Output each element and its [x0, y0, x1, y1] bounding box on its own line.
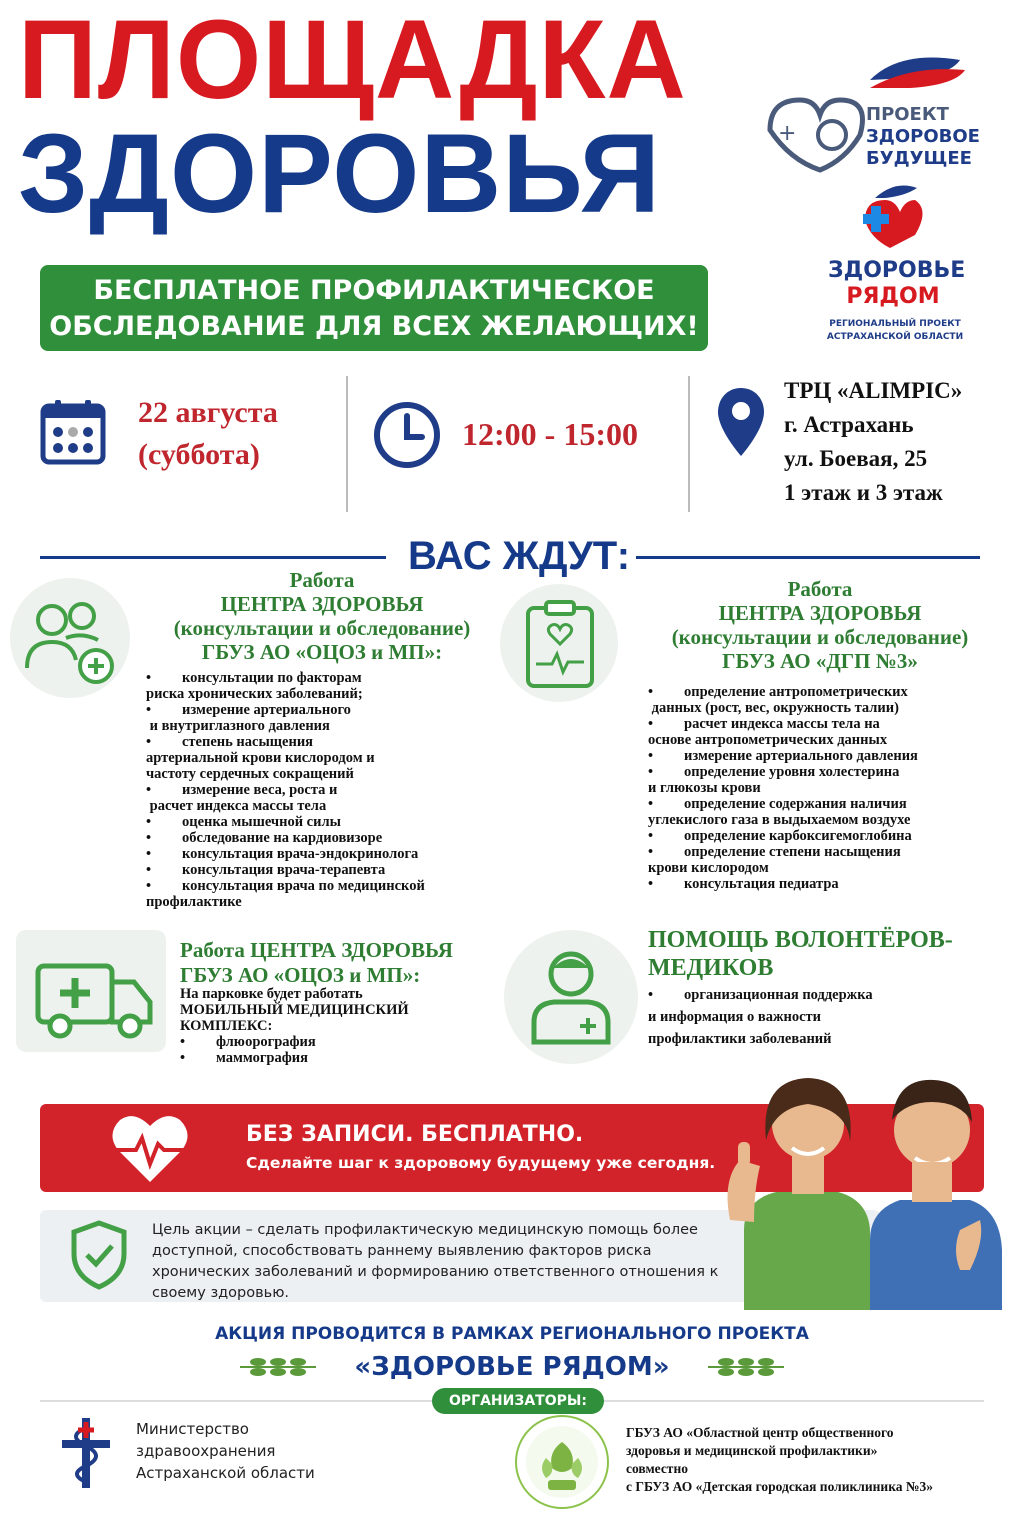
calendar-icon — [40, 398, 106, 466]
list-item-cont: профилактике — [146, 894, 242, 910]
list-item-cont: данных (рост, вес, окружность талии) — [648, 700, 899, 716]
promo-subtitle: Сделайте шаг к здоровому будущему уже сегодня. — [246, 1154, 716, 1172]
list-item: • определение уровня холестерина — [648, 764, 998, 780]
list-item-cont: расчет индекса массы тела — [146, 798, 327, 814]
list-item: • определение содержания наличия — [648, 796, 998, 812]
block3-text-2: МОБИЛЬНЫЙ МЕДИЦИНСКИЙ — [180, 1002, 409, 1018]
block4-line-2: и информация о важности — [648, 1009, 822, 1025]
block2-head-1: Работа — [787, 577, 853, 601]
place-line-3: ул. Боевая, 25 — [784, 446, 928, 471]
organizers-label: ОРГАНИЗАТОРЫ: — [432, 1388, 604, 1414]
place-line-1: ТРЦ «ALIMPIC» — [784, 378, 963, 403]
block1-head-3: (консультации и обследование) — [173, 616, 471, 640]
list-item-cont: частоту сердечных сокращений — [146, 766, 354, 782]
free-checkup-banner — [40, 265, 708, 351]
list-item: • расчет индекса массы тела на — [648, 716, 998, 732]
list-item: • консультация педиатра — [648, 876, 998, 892]
block1-heading — [140, 568, 504, 664]
patients-icon — [22, 598, 120, 688]
block3-text-1: На парковке будет работать — [180, 986, 363, 1002]
health-nearby-logo — [855, 180, 925, 250]
ministry-line-1: Министерство — [136, 1420, 249, 1438]
logo2-line-2: РЯДОМ — [846, 284, 940, 309]
heart-pulse-icon — [108, 1110, 192, 1186]
event-place — [784, 374, 962, 510]
shield-check-icon — [70, 1220, 128, 1290]
logo1-line-3: БУДУЩЕЕ — [866, 148, 972, 169]
block2-heading — [640, 577, 1000, 673]
block4-line-3: профилактики заболеваний — [648, 1031, 832, 1047]
laurel-right-icon — [706, 1352, 786, 1382]
ministry-line-2: здравоохранения — [136, 1442, 276, 1460]
list-item: • измерение артериального давления — [648, 748, 998, 764]
block4-head-1: ПОМОЩЬ ВОЛОНТЁРОВ- — [648, 927, 953, 953]
event-time: 12:00 - 15:00 — [462, 416, 638, 452]
block4-head-2: МЕДИКОВ — [648, 955, 774, 981]
list-item-cont: крови кислородом — [648, 860, 769, 876]
svg-text:+: + — [778, 121, 797, 146]
list-item: • консультации по факторам — [146, 670, 516, 686]
place-line-2: г. Астрахань — [784, 412, 914, 437]
block3-head-2: ГБУЗ АО «ОЦОЗ и МП»: — [180, 963, 421, 987]
footer-line-2: «ЗДОРОВЬЕ РЯДОМ» — [354, 1352, 670, 1382]
people-illustration — [720, 1050, 1010, 1310]
section-line-left — [40, 556, 386, 559]
block2-head-3: (консультации и обследование) — [671, 625, 969, 649]
block4-list — [648, 984, 998, 1050]
section-line-right — [636, 556, 980, 559]
block2-head-2: ЦЕНТРА ЗДОРОВЬЯ — [718, 601, 922, 625]
block1-head-2: ЦЕНТРА ЗДОРОВЬЯ — [220, 592, 424, 616]
organizers-line-right — [604, 1400, 984, 1402]
block3-text — [180, 986, 510, 1034]
logo2-line-1: ЗДОРОВЬЕ — [828, 258, 966, 283]
list-item: • консультация врача по медицинской — [146, 878, 516, 894]
list-item: • обследование на кардиовизоре — [146, 830, 516, 846]
ministry-emblem-icon — [56, 1414, 116, 1490]
block3-text-3: КОМПЛЕКС: — [180, 1018, 273, 1034]
logo1-line-1: ПРОЕКТ — [866, 104, 949, 125]
promo-title: БЕЗ ЗАПИСИ. БЕСПЛАТНО. — [246, 1122, 584, 1147]
list-item-cont: и внутриглазного давления — [146, 718, 330, 734]
list-item-cont: и глюкозы крови — [648, 780, 761, 796]
gbuz-line-1: ГБУЗ АО «Областной центр общественного — [626, 1425, 894, 1440]
bullet: • — [648, 987, 654, 1003]
block3-head-1: Работа ЦЕНТРА ЗДОРОВЬЯ — [180, 938, 453, 962]
list-item: • определение антропометрических — [648, 684, 998, 700]
healthy-future-text — [866, 104, 980, 170]
list-item: • консультация врача-эндокринолога — [146, 846, 516, 862]
list-item-cont: риска хронических заболеваний; — [146, 686, 363, 702]
event-date — [138, 392, 278, 476]
organizer-gbuz — [626, 1424, 933, 1496]
weekday-value: (суббота) — [138, 438, 260, 471]
list-item: • консультация врача-терапевта — [146, 862, 516, 878]
list-item-cont: основе антропометрических данных — [648, 732, 888, 748]
list-item: • определение карбоксигемоглобина — [648, 828, 998, 844]
block4-line-1 — [648, 984, 998, 1006]
health-nearby-title — [828, 258, 966, 310]
ministry-line-3: Астраханской области — [136, 1464, 315, 1482]
banner-line-2: ОБСЛЕДОВАНИЕ ДЛЯ ВСЕХ ЖЕЛАЮЩИХ! — [49, 311, 699, 342]
ministry-name — [136, 1418, 315, 1484]
list-item: • флюорография — [180, 1034, 510, 1050]
clock-icon — [372, 400, 442, 470]
list-item-cont: углекислого газа в выдыхаемом воздухе — [648, 812, 911, 828]
footer-line-1: АКЦИЯ ПРОВОДИТСЯ В РАМКАХ РЕГИОНАЛЬНОГО ПРОЕКТА — [215, 1324, 809, 1344]
title-line-2: ЗДОРОВЬЯ — [18, 111, 662, 236]
list-item: • определение степени насыщения — [648, 844, 998, 860]
organizers-line-left — [40, 1400, 432, 1402]
logo1-line-2: ЗДОРОВОЕ — [866, 126, 980, 147]
divider-1 — [346, 376, 348, 512]
gbuz-line-2: здоровья и медицинской профилактики» — [626, 1443, 878, 1458]
block1-head-4: ГБУЗ АО «ОЦОЗ и МП»: — [201, 640, 443, 664]
list-item: • степень насыщения — [146, 734, 516, 750]
ocoz-emblem-icon — [512, 1412, 612, 1512]
block3-list — [180, 1034, 510, 1066]
location-pin-icon — [716, 386, 766, 458]
list-item: • маммография — [180, 1050, 510, 1066]
block1-head-1: Работа — [289, 568, 355, 592]
block4-heading — [648, 926, 998, 982]
gbuz-line-4: с ГБУЗ АО «Детская городская поликлиника №3» — [626, 1479, 933, 1494]
goal-text: Цель акции – сделать профилактическую медицинскую помощь более доступной, способствовать раннему выявлению факторов риска хронических заболеваний и формированию ответственного отношения к своему здоровью. — [152, 1222, 719, 1301]
section-title: ВАС ЖДУТ: — [408, 534, 631, 578]
block2-head-4: ГБУЗ АО «ДГП №3» — [722, 649, 918, 673]
list-item-cont: артериальной крови кислородом и — [146, 750, 375, 766]
list-item: • оценка мышечной силы — [146, 814, 516, 830]
medical-chart-icon — [522, 598, 598, 690]
banner-line-1: БЕСПЛАТНОЕ ПРОФИЛАКТИЧЕСКОЕ — [93, 275, 655, 306]
block4-line-1-text: организационная поддержка — [684, 987, 873, 1003]
list-item: • измерение артериального — [146, 702, 516, 718]
block2-list — [648, 684, 998, 892]
block1-list — [146, 670, 516, 910]
divider-2 — [688, 376, 690, 512]
list-item: • измерение веса, роста и — [146, 782, 516, 798]
block3-heading — [180, 938, 510, 988]
date-value: 22 августа — [138, 396, 278, 429]
health-nearby-subtitle: РЕГИОНАЛЬНЫЙ ПРОЕКТ АСТРАХАНСКОЙ ОБЛАСТИ — [826, 319, 964, 342]
ambulance-icon — [34, 960, 154, 1040]
gbuz-line-3: совместно — [626, 1461, 688, 1476]
title-line-1: ПЛОЩАДКА — [18, 0, 687, 122]
doctor-icon — [528, 946, 614, 1046]
place-line-4: 1 этаж и 3 этаж — [784, 480, 943, 505]
